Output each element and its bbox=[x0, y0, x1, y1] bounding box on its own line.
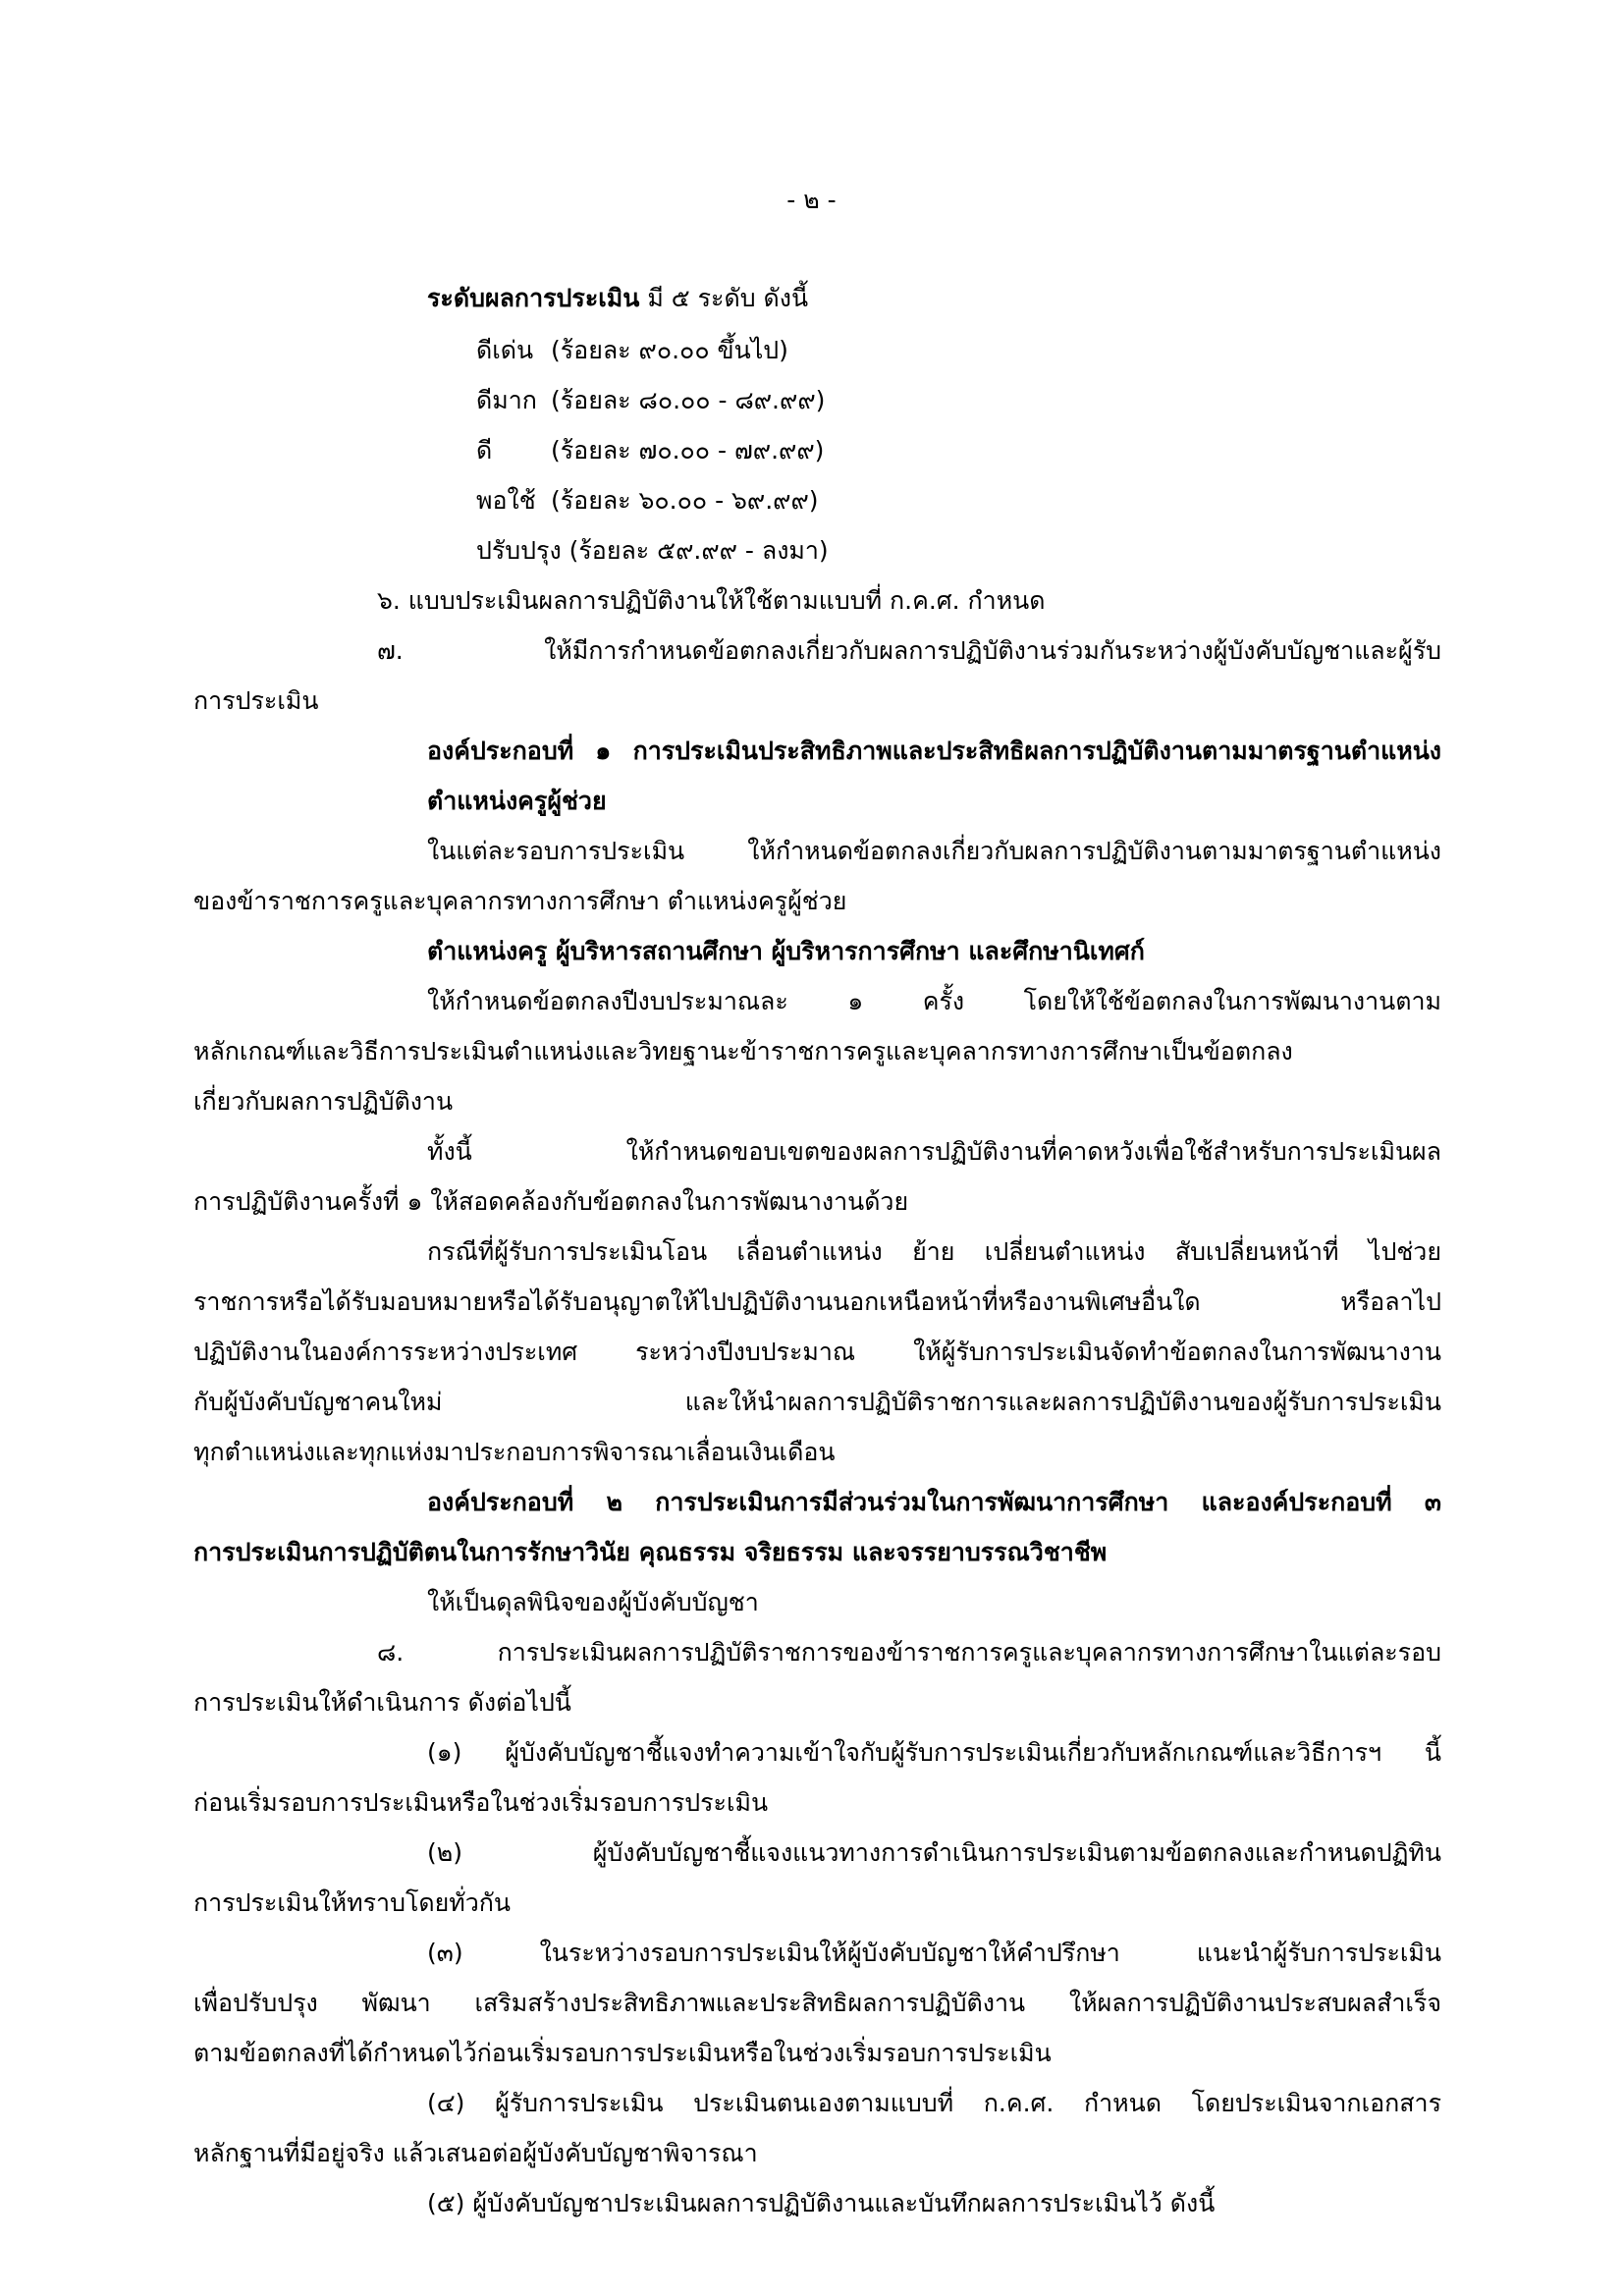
levels-heading bbox=[427, 281, 808, 316]
item-8-line1: ๘. การประเมินผลการปฏิบัติราชการของข้าราชการครูและบุคลากรทางการศึกษาในแต่ละรอบ bbox=[377, 1638, 1441, 1667]
item-7-line2: การประเมิน bbox=[193, 686, 319, 715]
paragraph-line: ให้เป็นดุลพินิจของผู้บังคับบัญชา bbox=[427, 1588, 759, 1616]
subitem-4-line2: หลักฐานที่มีอยู่จริง แล้วเสนอต่อผู้บังคับบัญชาพิจารณา bbox=[193, 2139, 758, 2167]
subitem-4-line1: (๔) ผู้รับการประเมิน ประเมินตนเองตามแบบที่ ก.ค.ศ. กำหนด โดยประเมินจากเอกสาร bbox=[427, 2089, 1441, 2117]
item-7-line1: ๗. ให้มีการกำหนดข้อตกลงเกี่ยวกับผลการปฏิบัติงานร่วมกันระหว่างผู้บังคับบัญชาและผู้รับ bbox=[377, 636, 1441, 665]
paragraph-line: ปฏิบัติงานในองค์การระหว่างประเทศ ระหว่างปีงบประมาณ ให้ผู้รับการประเมินจัดทำข้อตกลงในการพัฒนางาน bbox=[193, 1338, 1441, 1366]
subitem-3-line1: (๓) ในระหว่างรอบการประเมินให้ผู้บังคับบัญชาให้คำปรึกษา แนะนำผู้รับการประเมิน bbox=[427, 1939, 1441, 1967]
levels-heading-rest: มี ๕ ระดับ ดังนี้ bbox=[639, 284, 809, 312]
item-8-line2: การประเมินให้ดำเนินการ ดังต่อไปนี้ bbox=[193, 1688, 571, 1717]
subitem-1-line2: ก่อนเริ่มรอบการประเมินหรือในช่วงเริ่มรอบการประเมิน bbox=[193, 1788, 769, 1817]
subitem-3-line3: ตามข้อตกลงที่ได้กำหนดไว้ก่อนเริ่มรอบการประเมินหรือในช่วงเริ่มรอบการประเมิน bbox=[193, 2039, 1052, 2067]
subitem-3-line2: เพื่อปรับปรุง พัฒนา เสริมสร้างประสิทธิภาพและประสิทธิผลการปฏิบัติงาน ให้ผลการปฏิบัติงานประสบผลสำเร็จ bbox=[193, 1989, 1441, 2017]
component-2-3-heading-line2: การประเมินการปฏิบัติตนในการรักษาวินัย คุณธรรม จริยธรรม และจรรยาบรรณวิชาชีพ bbox=[193, 1538, 1108, 1566]
paragraph-line: ให้กำหนดข้อตกลงปีงบประมาณละ ๑ ครั้ง โดยให้ใช้ข้อตกลงในการพัฒนางานตาม bbox=[427, 987, 1441, 1015]
subheading-positions: ตำแหน่งครู ผู้บริหารสถานศึกษา ผู้บริหารการศึกษา และศึกษานิเทศก์ bbox=[427, 937, 1145, 965]
level-improve: ปรับปรุง (ร้อยละ ๕๙.๙๙ - ลงมา) bbox=[476, 536, 829, 565]
paragraph-line: การปฏิบัติงานครั้งที่ ๑ ให้สอดคล้องกับข้อตกลงในการพัฒนางานด้วย bbox=[193, 1187, 909, 1216]
subitem-5-line1: (๕) ผู้บังคับบัญชาประเมินผลการปฏิบัติงานและบันทึกผลการประเมินไว้ ดังนี้ bbox=[427, 2189, 1216, 2217]
level-excellent: ดีเด่น (ร้อยละ ๙๐.๐๐ ขึ้นไป) bbox=[476, 336, 788, 364]
paragraph-line: กับผู้บังคับบัญชาคนใหม่ และให้นำผลการปฏิบัติราชการและผลการปฏิบัติงานของผู้รับการประเมิน bbox=[193, 1388, 1441, 1416]
paragraph-line: ราชการหรือได้รับมอบหมายหรือได้รับอนุญาตให้ไปปฏิบัติงานนอกเหนือหน้าที่หรืองานพิเศษอื่นใด หรือลาไป bbox=[193, 1287, 1441, 1316]
subitem-2-line2: การประเมินให้ทราบโดยทั่วกัน bbox=[193, 1888, 511, 1917]
paragraph-line: ทั้งนี้ ให้กำหนดขอบเขตของผลการปฏิบัติงานที่คาดหวังเพื่อใช้สำหรับการประเมินผล bbox=[427, 1137, 1441, 1166]
paragraph-line: ทุกตำแหน่งและทุกแห่งมาประกอบการพิจารณาเลื่อนเงินเดือน bbox=[193, 1438, 836, 1466]
subitem-2-line1: (๒) ผู้บังคับบัญชาชี้แจงแนวทางการดำเนินการประเมินตามข้อตกลงและกำหนดปฏิทิน bbox=[427, 1838, 1441, 1867]
levels-heading-bold: ระดับผลการประเมิน bbox=[427, 284, 640, 312]
item-6: ๖. แบบประเมินผลการปฏิบัติงานให้ใช้ตามแบบที่ ก.ค.ศ. กำหนด bbox=[377, 586, 1046, 615]
level-fair: พอใช้ (ร้อยละ ๖๐.๐๐ - ๖๙.๙๙) bbox=[476, 486, 819, 515]
component-1-heading-line2: ตำแหน่งครูผู้ช่วย bbox=[427, 787, 607, 815]
level-good: ดี (ร้อยละ ๗๐.๐๐ - ๗๙.๙๙) bbox=[476, 436, 825, 465]
paragraph-line: ของข้าราชการครูและบุคลากรทางการศึกษา ตำแหน่งครูผู้ช่วย bbox=[193, 887, 847, 915]
paragraph-line: กรณีที่ผู้รับการประเมินโอน เลื่อนตำแหน่ง ย้าย เปลี่ยนตำแหน่ง สับเปลี่ยนหน้าที่ ไปช่วย bbox=[427, 1237, 1441, 1266]
paragraph-line: หลักเกณฑ์และวิธีการประเมินตำแหน่งและวิทยฐานะข้าราชการครูและบุคลากรทางการศึกษาเป็นข้อตกลง bbox=[193, 1037, 1293, 1066]
paragraph-line: ในแต่ละรอบการประเมิน ให้กำหนดข้อตกลงเกี่ยวกับผลการปฏิบัติงานตามมาตรฐานตำแหน่ง bbox=[427, 837, 1441, 865]
subitem-1-line1: (๑) ผู้บังคับบัญชาชี้แจงทำความเข้าใจกับผู้รับการประเมินเกี่ยวกับหลักเกณฑ์และวิธีการฯ นี้ bbox=[427, 1738, 1441, 1767]
component-1-heading-line1: องค์ประกอบที่ ๑ การประเมินประสิทธิภาพและประสิทธิผลการปฏิบัติงานตามมาตรฐานตำแหน่ง bbox=[427, 737, 1441, 765]
component-2-3-heading-line1: องค์ประกอบที่ ๒ การประเมินการมีส่วนร่วมในการพัฒนาการศึกษา และองค์ประกอบที่ ๓ bbox=[427, 1488, 1441, 1516]
page-number: - ๒ - bbox=[786, 186, 837, 214]
paragraph-line: เกี่ยวกับผลการปฏิบัติงาน bbox=[193, 1087, 454, 1116]
level-very-good: ดีมาก (ร้อยละ ๘๐.๐๐ - ๘๙.๙๙) bbox=[476, 386, 826, 414]
